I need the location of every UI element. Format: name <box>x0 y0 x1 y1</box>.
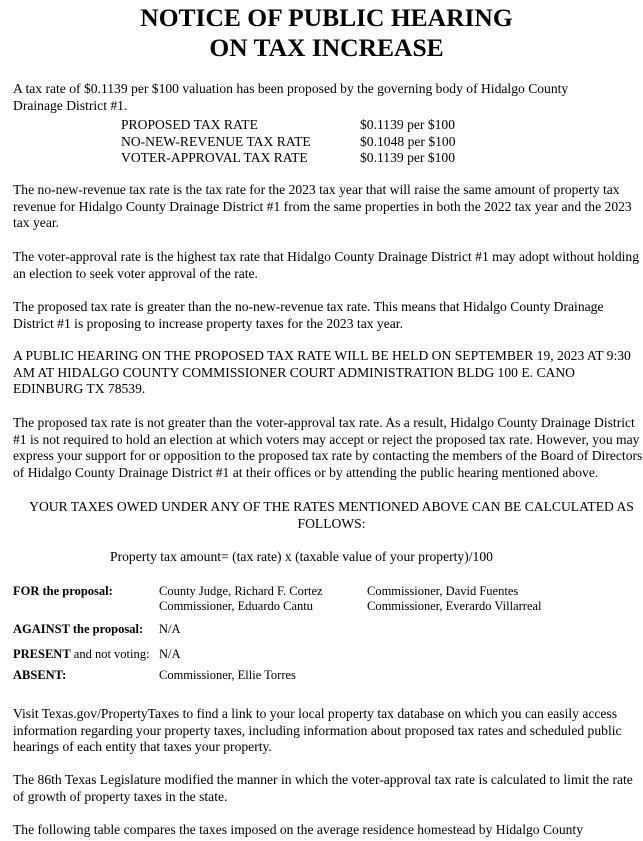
no-new-revenue-paragraph: The no-new-revenue tax rate is the tax rate for the 2023 tax year that will raise the same amount of property tax revenue for Hidalgo County Drainage District #1 from the same properties in both the 2022 tax year and the 2023 tax year. <box>13 182 632 230</box>
rate-name: VOTER-APPROVAL TAX RATE <box>121 150 308 165</box>
rate-row <box>121 117 521 134</box>
present-suffix: and not voting: <box>70 647 150 661</box>
against-label: AGAINST the proposal: <box>13 622 144 636</box>
taxes-owed-heading: YOUR TAXES OWED UNDER ANY OF THE RATES MENTIONED ABOVE CAN BE CALCULATED AS FOLLOWS: <box>29 499 634 531</box>
intro-paragraph: A tax rate of $0.1139 per $100 valuation has been proposed by the governing body of Hidalgo County Drainage District #1. <box>13 81 569 113</box>
formula-line: Property tax amount= (tax rate) x (taxable value of your property)/100 <box>110 549 493 564</box>
visit-paragraph: Visit Texas.gov/PropertyTaxes to find a link to your local property tax database on which you can easily access information regarding your property taxes, including information about proposed tax rates and scheduled public hearings of each entity that taxes your property. <box>13 706 622 754</box>
rate-name: NO-NEW-REVENUE TAX RATE <box>121 133 311 149</box>
not-greater-paragraph: The proposed tax rate is not greater than the voter-approval tax rate. As a result, Hidalgo County Drainage District #1 is not required to hold an election at which voters may accept or reject the proposed tax rate. However, you may express your support for or opposition to the proposed tax rate by contacting the members of the Board of Directors of Hidalgo County Drainage District #1 at their offices or by attending the public hearing mentioned above. <box>13 415 643 480</box>
present-value: N/A <box>159 647 181 661</box>
for-label: FOR the proposal: <box>13 584 113 598</box>
for-member: County Judge, Richard F. Cortez <box>159 584 323 598</box>
comparison-paragraph: The following table compares the taxes imposed on the average residence homestead by Hidalgo County <box>13 822 584 837</box>
for-member: Commissioner, Eduardo Cantu <box>159 599 313 613</box>
absent-label: ABSENT: <box>13 668 67 682</box>
rate-value: $0.1139 per $100 <box>360 117 456 132</box>
greater-than-paragraph: The proposed tax rate is greater than the no-new-revenue tax rate. This means that Hidalgo County Drainage District #1 is proposing to increase property taxes for the 2023 tax year. <box>13 299 604 331</box>
rate-row <box>121 150 521 167</box>
legislature-paragraph: The 86th Texas Legislature modified the manner in which the voter-approval tax rate is calculated to limit the rate of growth of property taxes in the state. <box>13 772 633 804</box>
for-member: Commissioner, David Fuentes <box>367 584 519 598</box>
title-line-1: NOTICE OF PUBLIC HEARING <box>140 3 513 32</box>
voter-approval-paragraph: The voter-approval rate is the highest tax rate that Hidalgo County Drainage District #1 may adopt without holding an election to seek voter approval of the rate. <box>13 249 640 281</box>
for-member: Commissioner, Everardo Villarreal <box>367 599 542 613</box>
rates-table <box>121 117 521 167</box>
hearing-paragraph: A PUBLIC HEARING ON THE PROPOSED TAX RATE WILL BE HELD ON SEPTEMBER 19, 2023 AT 9:30 AM AT HIDALGO COUNTY COMMISSIONER COURT ADMINISTRATION BLDG 100 E. CANO EDINBURG TX 78539. <box>13 348 631 396</box>
title-line-2: ON TAX INCREASE <box>209 33 444 62</box>
present-label: PRESENT <box>13 647 71 661</box>
against-value: N/A <box>159 622 181 636</box>
present-line <box>13 647 149 662</box>
rate-value: $0.1139 per $100 <box>360 150 456 165</box>
rate-row <box>121 134 521 151</box>
rate-value: $0.1048 per $100 <box>360 133 456 149</box>
rate-name: PROPOSED TAX RATE <box>121 117 258 132</box>
absent-member: Commissioner, Ellie Torres <box>159 668 296 682</box>
